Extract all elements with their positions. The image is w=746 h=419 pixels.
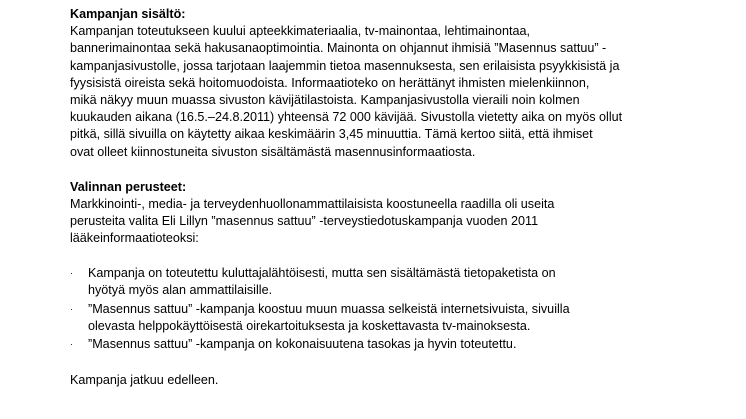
list-item (70, 301, 710, 335)
list-item-line: ”Masennus sattuu” -kampanja koostuu muun muassa selkeistä internetsivuista, sivuilla (88, 301, 570, 316)
closing-line: Kampanja jatkuu edelleen. (70, 372, 219, 387)
blank-line (70, 354, 710, 372)
paragraph-line: mikä näkyy muun muassa sivuston kävijätilastoista. Kampanjasivustolla vieraili noin kolmen (70, 93, 580, 108)
paragraph-line: lääkeinformaatioteoksi: (70, 231, 199, 246)
list-item-line: ”Masennus sattuu” -kampanja on kokonaisuutena tasokas ja hyvin toteutettu. (88, 337, 517, 352)
paragraph-line: pitkä, sillä sivuilla on käytetty aikaa keskimäärin 3,45 minuuttia. Tämä kertoo siitä, että ihmiset (70, 127, 593, 142)
blank-line (70, 161, 710, 179)
paragraph-line: fyysisistä oireista sekä hoitomuodoista. Informaatioteko on herättänyt ihmisten mielenkiinnon, (70, 75, 590, 90)
paragraph-line: Kampanjan toteutukseen kuului apteekkimateriaalia, tv-mainontaa, lehtimainontaa, (70, 24, 530, 39)
criteria-bullet-list (70, 265, 710, 353)
paragraph-line: bannerimainontaa sekä hakusanaoptimointia. Mainonta on ohjannut ihmisiä ”Masennus sattuu” - (70, 41, 607, 56)
list-item (70, 265, 710, 299)
paragraph-line: kuukauden aikana (16.5.–24.8.2011) yhteensä 72 000 kävijää. Sivustolla vietetty aika on myös ollut (70, 110, 623, 125)
paragraph-line: perusteita valita Eli Lillyn ”masennus sattuu” -terveystiedotuskampanja vuoden 2011 (70, 214, 539, 229)
paragraph-line: ovat olleet kiinnostuneita sivuston sisältämästä masennusinformaatiosta. (70, 144, 476, 159)
list-item-line: olevasta helppokäyttöisestä oirekartoituksesta ja koskettavasta tv-mainoksesta. (88, 318, 531, 333)
paragraph-line: kampanjasivustolle, jossa tarjotaan laajemmin tietoa masennuksesta, sen erilaisista psyykkisistä ja (70, 58, 620, 73)
bullet-dot-icon: · (70, 303, 73, 314)
list-item (70, 336, 710, 353)
selection-criteria-paragraph (70, 196, 710, 248)
paragraph-line: Markkinointi-, media- ja terveydenhuollonammattilaisista koostuneella raadilla oli useita (70, 196, 555, 211)
section-heading-campaign-content: Kampanjan sisältö: (70, 7, 186, 21)
list-item-line: Kampanja on toteutettu kuluttajalähtöisesti, mutta sen sisältämästä tietopaketista on (88, 266, 556, 281)
section-heading-selection-criteria: Valinnan perusteet: (70, 179, 187, 194)
blank-line (70, 247, 710, 265)
document-page (70, 6, 710, 389)
bullet-dot-icon: · (70, 339, 73, 350)
campaign-content-paragraph (70, 23, 710, 161)
bullet-dot-icon: · (70, 268, 73, 279)
list-item-line: hyötyä myös alan ammattilaisille. (88, 283, 273, 298)
